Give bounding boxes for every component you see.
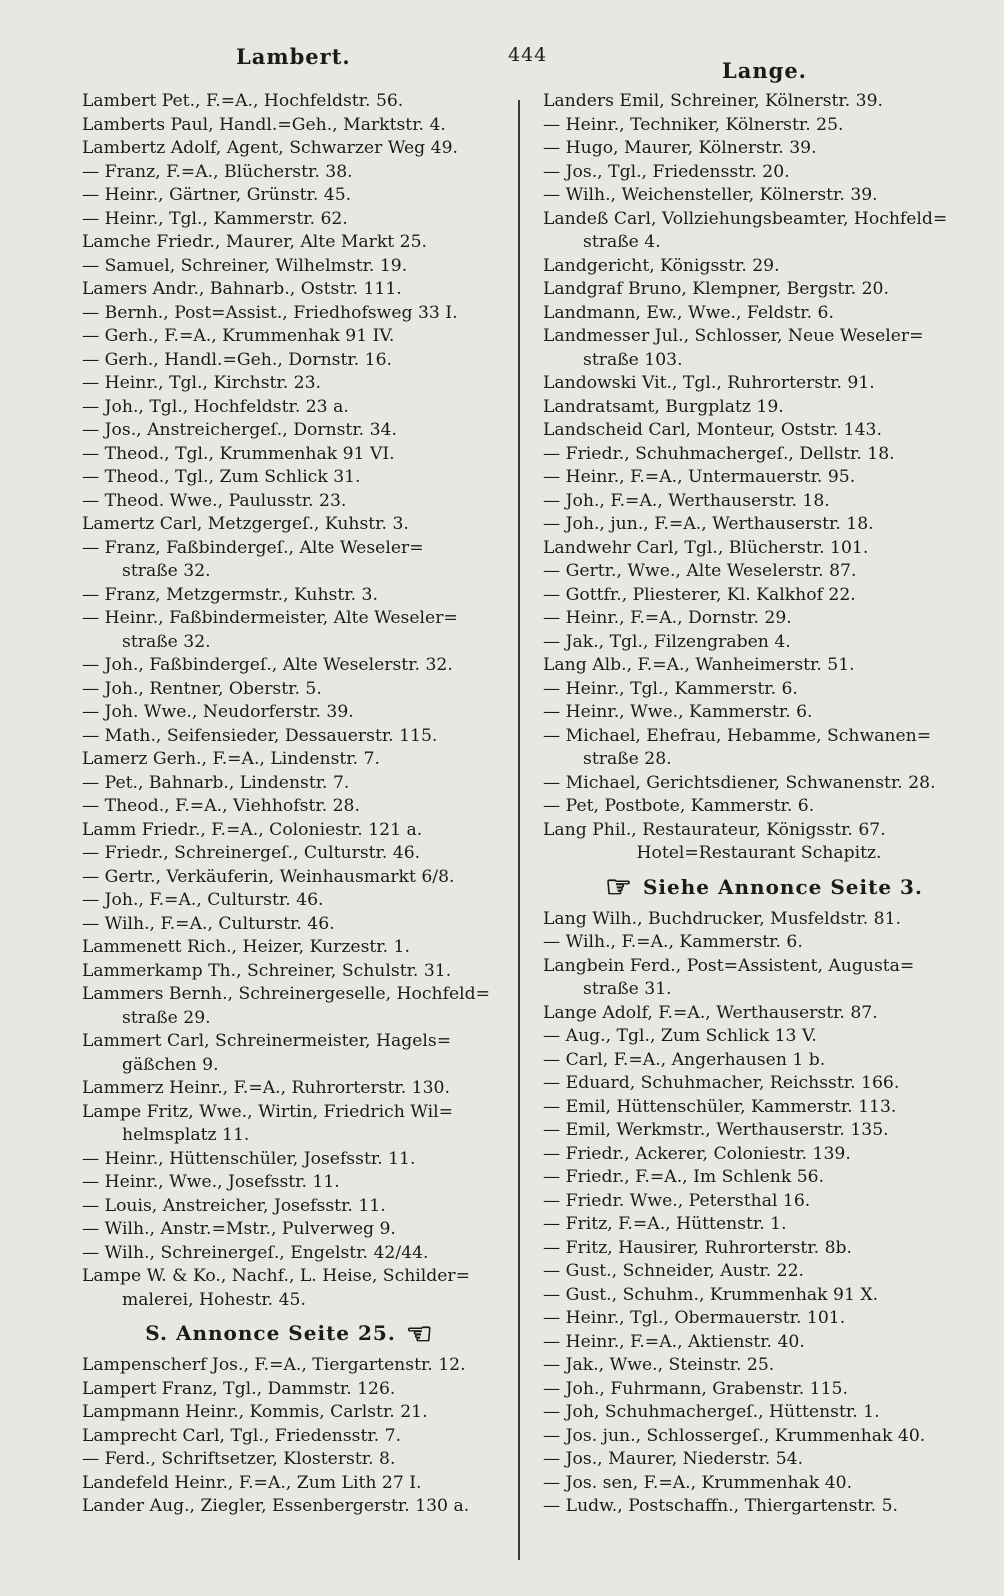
directory-entry: Lampenscherf Jos., F.=A., Tiergartenstr. 12. [82,1355,466,1375]
directory-entry: — Theod., Tgl., Zum Schlick 31. [82,467,361,487]
directory-entry: — Heinr., Tgl., Kirchstr. 23. [82,373,322,393]
directory-entry: Landmesser Jul., Schlosser, Neue Weseler= [543,326,924,346]
directory-entry: — Wilh., F.=A., Culturstr. 46. [82,913,335,934]
directory-entry: — Joh. Wwe., Neudorferstr. 39. [82,702,354,722]
column-divider [518,100,520,1560]
directory-entry: — Emil, Hüttenschüler, Kammerstr. 113. [543,1096,897,1117]
annonce-text: Siehe Annonce Seite 3. [642,874,923,899]
directory-entry: — Wilh., F.=A., Kammerstr. 6. [543,932,803,952]
directory-entry: — Ferd., Schriftsetzer, Klosterstr. 8. [82,1449,396,1469]
directory-entry: — Eduard, Schuhmacher, Reichsstr. 166. [543,1073,900,1093]
directory-entry: — Gerh., Handl.=Geh., Dornstr. 16. [82,349,392,370]
page-number: 444 [508,44,548,66]
directory-entry: Lammerkamp Th., Schreiner, Schulstr. 31. [82,960,452,981]
directory-entry: Lamche Friedr., Maurer, Alte Markt 25. [82,232,428,252]
directory-entry: Lampert Franz, Tgl., Dammstr. 126. [82,1378,396,1399]
entry-continuation: straße 28. [583,749,672,769]
directory-entry: — Franz, Metzgermstr., Kuhstr. 3. [82,584,378,605]
directory-entry: — Theod., F.=A., Viehhofstr. 28. [82,796,360,816]
directory-entry: Lammenett Rich., Heizer, Kurzestr. 1. [82,937,410,957]
directory-entry: — Theod., Tgl., Krummenhak 91 VI. [82,443,395,464]
directory-entry: — Emil, Werkmstr., Werthauserstr. 135. [543,1120,889,1140]
directory-entry: — Heinr., Gärtner, Grünstr. 45. [82,185,352,205]
entry-continuation: straße 4. [583,232,661,252]
directory-entry: Lampe W. & Ko., Nachf., L. Heise, Schilder= [82,1266,471,1286]
directory-entry: Landeß Carl, Vollziehungsbeamter, Hochfeld= [543,208,948,229]
directory-entry: — Franz, Faßbindergeſ., Alte Weseler= [82,537,424,558]
directory-entry: — Gust., Schneider, Austr. 22. [543,1261,804,1281]
directory-entry: — Friedr., Schuhmachergeſ., Dellstr. 18. [543,443,895,464]
directory-entry: Landscheid Carl, Monteur, Oststr. 143. [543,420,882,440]
directory-entry: — Wilh., Schreinergeſ., Engelstr. 42/44. [82,1242,429,1263]
directory-entry: — Ludw., Postschaffn., Thiergartenstr. 5. [543,1496,898,1516]
directory-entry: Lamprecht Carl, Tgl., Friedensstr. 7. [82,1425,402,1446]
directory-entry: — Wilh., Anstr.=Mstr., Pulverweg 9. [82,1219,396,1239]
directory-entry: — Pet, Postbote, Kammerstr. 6. [543,796,815,816]
directory-entry: — Gust., Schuhm., Krummenhak 91 X. [543,1284,879,1305]
entry-continuation: straße 29. [122,1007,211,1028]
directory-entry: — Heinr., Hüttenschüler, Josefsstr. 11. [82,1148,416,1169]
directory-entry: Lamerz Gerh., F.=A., Lindenstr. 7. [82,749,380,769]
directory-entry: Lampe Fritz, Wwe., Wirtin, Friedrich Wil= [82,1101,453,1122]
directory-entry: — Joh., jun., F.=A., Werthauserstr. 18. [543,514,874,534]
left-column [82,90,507,1519]
directory-entry: — Heinr., Wwe., Kammerstr. 6. [543,702,813,722]
directory-entry: Lang Phil., Restaurateur, Königsstr. 67. [543,819,886,840]
directory-entry: — Theod. Wwe., Paulusstr. 23. [82,490,347,511]
entry-continuation: straße 32. [122,561,211,581]
directory-entry: — Gottfr., Pliesterer, Kl. Kalkhof 22. [543,584,856,605]
directory-entry: Lamm Friedr., F.=A., Coloniestr. 121 a. [82,819,423,840]
directory-entry: — Bernh., Post=Assist., Friedhofsweg 33 I. [82,302,458,323]
directory-entry: — Joh., Faßbindergeſ., Alte Weselerstr. 32. [82,655,453,675]
directory-entry: — Jos. sen, F.=A., Krummenhak 40. [543,1472,853,1493]
directory-entry: — Heinr., Wwe., Josefsstr. 11. [82,1172,340,1192]
directory-entry: — Jos. jun., Schlossergeſ., Krummenhak 40. [543,1425,926,1446]
directory-entry: — Gertr., Verkäuferin, Weinhausmarkt 6/8. [82,866,455,887]
directory-entry: — Heinr., Tgl., Kammerstr. 62. [82,208,348,229]
directory-entry: Lang Wilh., Buchdrucker, Musfeldstr. 81. [543,908,901,929]
directory-entry: — Pet., Bahnarb., Lindenstr. 7. [82,772,350,793]
directory-entry: — Jak., Wwe., Steinstr. 25. [543,1355,775,1375]
directory-entry: — Heinr., Techniker, Kölnerstr. 25. [543,114,844,135]
directory-entry: — Michael, Gerichtsdiener, Schwanenstr. 28. [543,772,936,793]
directory-entry: Landgericht, Königsstr. 29. [543,255,780,276]
directory-entry: Lange Adolf, F.=A., Werthauserstr. 87. [543,1002,878,1023]
annonce-reference [543,866,975,908]
directory-entry: Lamberts Paul, Handl.=Geh., Marktstr. 4. [82,114,446,135]
directory-entry: Landers Emil, Schreiner, Kölnerstr. 39. [543,91,884,111]
directory-entry: Lambert Pet., F.=A., Hochfeldstr. 56. [82,91,404,111]
directory-entry: — Carl, F.=A., Angerhausen 1 b. [543,1049,826,1070]
annonce-reference [82,1312,507,1354]
right-column [543,90,975,1519]
directory-entry: — Friedr. Wwe., Petersthal 16. [543,1190,811,1211]
directory-entry: Lammers Bernh., Schreinergeselle, Hochfeld= [82,984,491,1004]
directory-entry: — Joh., F.=A., Culturstr. 46. [82,890,324,910]
directory-entry: Lambertz Adolf, Agent, Schwarzer Weg 49. [82,138,458,158]
running-header-right: Lange. [722,58,807,83]
directory-entry: Lampmann Heinr., Kommis, Carlstr. 21. [82,1402,428,1422]
entry-continuation: straße 32. [122,631,211,652]
entry-continuation: gäßchen 9. [122,1054,219,1075]
directory-entry: Lammerz Heinr., F.=A., Ruhrorterstr. 130. [82,1078,450,1098]
annonce-text: S. Annonce Seite 25. [145,1321,396,1345]
directory-entry: — Math., Seifensieder, Dessauerstr. 115. [82,725,438,746]
directory-entry: — Louis, Anstreicher, Josefsstr. 11. [82,1195,386,1216]
directory-entry: — Jos., Tgl., Friedensstr. 20. [543,161,790,182]
directory-entry: — Samuel, Schreiner, Wilhelmstr. 19. [82,255,408,276]
directory-entry: Landwehr Carl, Tgl., Blücherstr. 101. [543,537,869,558]
entry-continuation: straße 103. [583,349,683,370]
directory-entry: — Wilh., Weichensteller, Kölnerstr. 39. [543,185,878,205]
directory-entry: Hotel=Restaurant Schapitz. [636,843,882,863]
directory-entry: — Joh, Schuhmachergeſ., Hüttenstr. 1. [543,1402,880,1422]
directory-entry: — Friedr., Schreinergeſ., Culturstr. 46. [82,843,421,863]
entry-continuation: straße 31. [583,979,672,999]
directory-entry: — Heinr., Faßbindermeister, Alte Weseler= [82,608,458,628]
directory-entry: Landgraf Bruno, Klempner, Bergstr. 20. [543,279,889,299]
directory-entry: Landratsamt, Burgplatz 19. [543,396,784,417]
pointing-hand-icon: ☞ [605,870,633,905]
directory-entry: — Fritz, F.=A., Hüttenstr. 1. [543,1214,787,1234]
directory-entry: — Friedr., F.=A., Im Schlenk 56. [543,1167,825,1187]
directory-entry: — Gerh., F.=A., Krummenhak 91 IV. [82,326,395,346]
directory-entry: Landowski Vit., Tgl., Ruhrorterstr. 91. [543,373,875,393]
directory-entry: — Joh., Tgl., Hochfeldstr. 23 a. [82,396,349,417]
directory-entry: — Joh., Fuhrmann, Grabenstr. 115. [543,1378,848,1399]
directory-entry: — Heinr., F.=A., Dornstr. 29. [543,608,792,628]
directory-entry: — Jos., Anstreichergeſ., Dornstr. 34. [82,420,397,440]
directory-entry: — Jak., Tgl., Filzengraben 4. [543,631,791,652]
directory-entry: — Joh., F.=A., Werthauserstr. 18. [543,490,830,511]
directory-entry: — Gertr., Wwe., Alte Weselerstr. 87. [543,561,857,581]
directory-entry: Langbein Ferd., Post=Assistent, Augusta= [543,955,915,976]
directory-entry: — Michael, Ehefrau, Hebamme, Schwanen= [543,725,932,746]
directory-entry: — Heinr., F.=A., Untermauerstr. 95. [543,467,856,487]
directory-entry: — Joh., Rentner, Oberstr. 5. [82,678,322,699]
directory-entry: — Friedr., Ackerer, Coloniestr. 139. [543,1143,851,1164]
entry-continuation: helmsplatz 11. [122,1125,250,1145]
directory-entry: Lammert Carl, Schreinermeister, Hagels= [82,1031,452,1051]
directory-entry: Lander Aug., Ziegler, Essenbergerstr. 130 a. [82,1496,470,1516]
directory-entry: — Heinr., Tgl., Obermauerstr. 101. [543,1308,846,1328]
directory-entry: Landefeld Heinr., F.=A., Zum Lith 27 I. [82,1472,422,1493]
entry-continuation: malerei, Hohestr. 45. [122,1289,306,1310]
directory-entry: Lamertz Carl, Metzgergeſ., Kuhstr. 3. [82,514,409,534]
directory-entry: — Franz, F.=A., Blücherstr. 38. [82,161,353,182]
directory-entry: Lamers Andr., Bahnarb., Oststr. 111. [82,279,402,299]
directory-entry: — Hugo, Maurer, Kölnerstr. 39. [543,138,817,158]
directory-entry: — Heinr., Tgl., Kammerstr. 6. [543,678,798,699]
directory-entry: — Jos., Maurer, Niederstr. 54. [543,1449,804,1469]
running-header-left: Lambert. [236,44,351,69]
pointing-hand-icon: ☜ [405,1316,434,1352]
directory-entry: Lang Alb., F.=A., Wanheimerstr. 51. [543,655,855,675]
directory-entry: — Fritz, Hausirer, Ruhrorterstr. 8b. [543,1237,852,1258]
directory-entry: — Aug., Tgl., Zum Schlick 13 V. [543,1026,817,1046]
directory-entry: Landmann, Ew., Wwe., Feldstr. 6. [543,302,834,323]
directory-entry: — Heinr., F.=A., Aktienstr. 40. [543,1331,805,1352]
